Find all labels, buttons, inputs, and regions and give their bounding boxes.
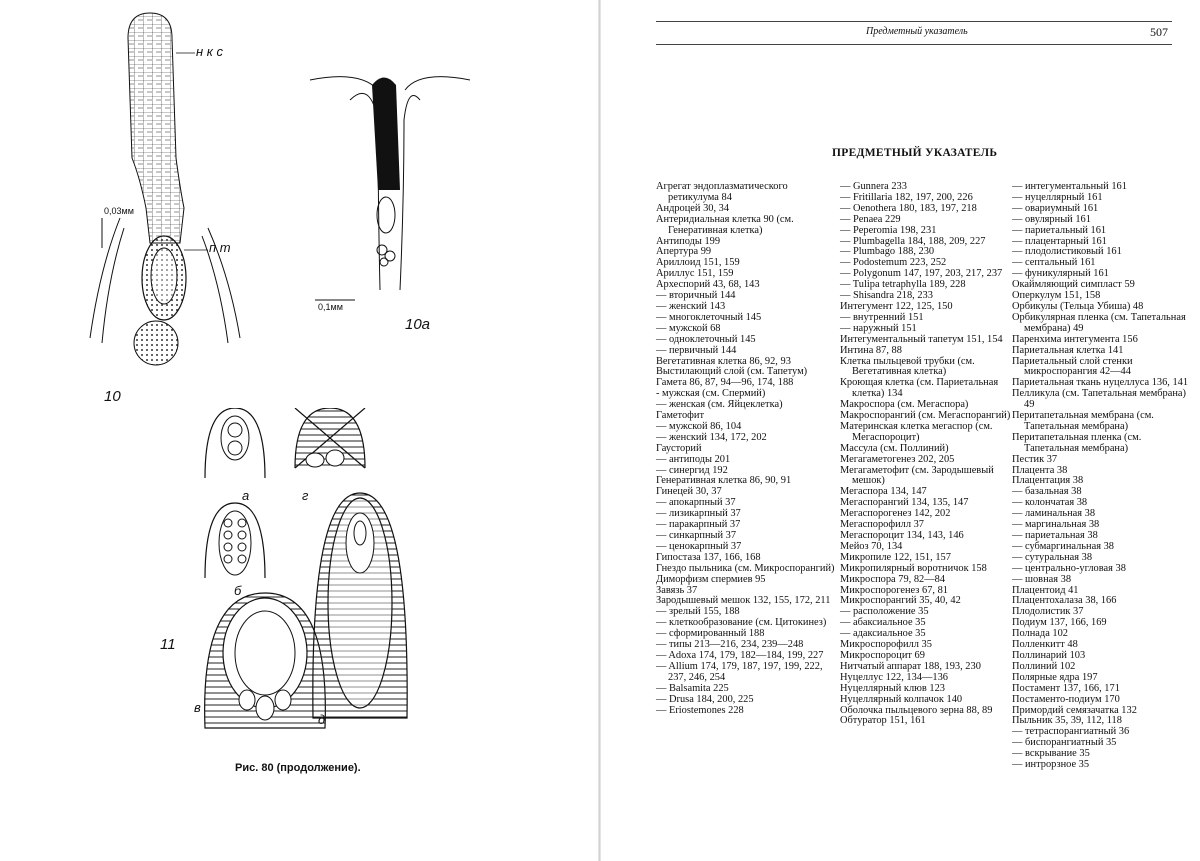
index-entry: — Drusa 184, 200, 225 [656,693,754,705]
index-entry: — зрелый 155, 188 [656,606,740,618]
index-entry: — Plumbagella 184, 188, 209, 227 [840,235,986,247]
index-entry: — субмаргинальная 38 [1012,540,1114,552]
index-entry: — базальная 38 [1012,486,1082,498]
index-entry: Примордий семязачатка 132 [1012,704,1137,716]
index-entry: Полярные ядра 197 [1012,671,1098,683]
index-entry: - мужская (см. Спермий) [656,388,766,400]
figure-number-11: 11 [160,636,176,653]
index-entry: Микропиле 122, 151, 157 [840,551,951,563]
index-entry: Мегаспорофилл 37 [840,519,924,531]
index-entry: Париетальная клетка 141 [1012,344,1124,356]
index-entry: — Penaea 229 [840,213,901,225]
label-pt: п т [209,240,231,255]
index-entry: — Peperomia 198, 231 [840,224,937,236]
index-entry: Гинецей 30, 37 [656,486,722,498]
index-entry: — адаксиальное 35 [840,628,926,640]
index-entry: — интрорзное 35 [1012,759,1090,771]
index-entry: — мужской 86, 104 [656,420,742,432]
figure-10a-drawing [300,60,480,310]
index-entry: Полнада 102 [1012,628,1069,640]
index-entry: Микроспора 79, 82—84 [840,573,946,585]
index-entry: Завязь 37 [656,584,698,596]
index-heading: ПРЕДМЕТНЫЙ УКАЗАТЕЛЬ [832,147,998,159]
index-entry: Археспорий 43, 68, 143 [656,279,760,291]
index-entry: — интегументальный 161 [1012,181,1127,192]
index-entry: Клетка пыльцевой трубки (см. Вегетативная клетка) [840,355,975,378]
index-entry: Диморфизм спермиев 95 [656,573,766,585]
scale-bar-10: 0,03мм [104,206,134,216]
index-entry: Микроспорогенез 67, 81 [840,584,948,596]
index-entry: — внутренний 151 [840,311,924,323]
index-entry: — тетраспорангиатный 36 [1012,726,1130,738]
index-entry: — лизикарпный 37 [656,508,741,520]
index-entry: Зародышевый мешок 132, 155, 172, 211 [656,595,831,607]
index-entry: Пестик 37 [1012,453,1058,465]
index-entry: — синергид 192 [656,464,728,476]
index-entry: Макроспора (см. Мегаспора) [840,399,969,411]
index-entry: — Fritillaria 182, 197, 200, 226 [840,191,973,203]
running-head-title: Предметный указатель [866,26,968,37]
index-entry: Плацентоид 41 [1012,584,1079,596]
sublabel-v: в [194,700,201,715]
index-entry: Перитапетальная мембрана (см. Тапетальная мембрана) [1012,410,1154,432]
index-entry: Мегагаметогенез 202, 205 [840,453,955,465]
figure-number-10a: 10а [405,316,431,333]
index-entry: — фуникулярный 161 [1012,268,1109,280]
index-entry: Окаймляющий симпласт 59 [1012,279,1135,291]
index-entry: Пелликула (см. Тапетальная мембрана) 49 [1012,388,1186,411]
index-entry: Перитапетальная пленка (см. Тапетальная мембрана) [1012,431,1142,454]
index-entry: — типы 213—216, 234, 239—248 [656,639,804,651]
index-entry: Микропилярный воротничок 158 [840,562,987,574]
index-entry: — септальный 161 [1012,257,1096,269]
index-entry: Нитчатый аппарат 188, 193, 230 [840,660,981,672]
index-entry: Кроющая клетка (см. Париетальная клетка) 134 [840,377,999,400]
index-entry: — плодолистиковый 161 [1012,246,1122,258]
index-entry: Антеридиальная клетка 90 (см. Генеративная клетка) [656,213,794,236]
index-entry: — абаксиальное 35 [840,617,926,629]
index-entry: Агрегат эндоплазматического ретикулума 84 [656,181,788,203]
index-entry: Мегаспора 134, 147 [840,486,927,498]
index-entry: — Shisandra 218, 233 [840,290,933,302]
page-number: 507 [1150,25,1168,39]
index-entry: Мейоз 70, 134 [840,540,903,552]
index-entry: Гаметофит [656,410,704,422]
index-entry: Паренхима интегумента 156 [1012,333,1138,345]
index-entry: Вегетативная клетка 86, 92, 93 [656,355,791,367]
index-entry: Гамета 86, 87, 94—96, 174, 188 [656,377,794,389]
index-entry: — овулярный 161 [1012,213,1091,225]
index-entry: — Oenothera 180, 183, 197, 218 [840,202,977,214]
index-entry: Выстилающий слой (см. Тапетум) [656,366,808,378]
index-entry: — центрально-угловая 38 [1012,562,1126,574]
index-entry: — шовная 38 [1012,573,1072,585]
index-entry: — мужской 68 [656,322,721,334]
index-column-3 [1012,182,1194,771]
index-entry: — расположение 35 [840,606,929,618]
index-entry: — паракарпный 37 [656,519,741,531]
index-entry: Микроспороцит 69 [840,649,925,661]
figure-11-drawing [195,408,435,738]
index-entry: Постамент 137, 166, 171 [1012,682,1120,694]
index-entry: Мегаспорангий 134, 135, 147 [840,497,969,509]
index-entry: — сутуральная 38 [1012,551,1093,563]
index-entry: Поллиний 102 [1012,660,1076,672]
index-entry: — апокарпный 37 [656,497,736,509]
index-entry: Обтуратор 151, 161 [840,715,926,727]
index-entry: — клеткообразование (см. Цитокинез) [656,617,827,629]
index-entry: Ариллус 151, 159 [656,268,734,280]
index-entry: Мегагаметофит (см. Зародышевый мешок) [840,464,994,487]
index-entry: Гипостаза 137, 166, 168 [656,551,761,563]
index-entry: — нуцеллярный 161 [1012,191,1103,203]
index-entry: Плодолистик 37 [1012,606,1084,618]
index-entry: Гнездо пыльника (см. Микроспорангий) [656,562,835,574]
index-entry: — Balsamita 225 [656,682,729,694]
index-entry: — Podostemum 223, 252 [840,257,947,269]
index-column-2 [840,182,1016,727]
right-page [600,0,1200,861]
index-entry: Микроспорофилл 35 [840,639,932,651]
index-entry: Нуцеллус 122, 134—136 [840,671,948,683]
index-entry: — вторичный 144 [656,290,736,302]
index-entry: Париетальный слой стенки микроспорангия 42—44 [1012,355,1133,378]
index-entry: Макроспорангий (см. Мегаспорангий) [840,410,1011,422]
scale-bar-10a: 0,1мм [318,302,343,312]
index-entry: Нуцеллярный клюв 123 [840,682,946,694]
index-entry: Подиум 137, 166, 169 [1012,617,1107,629]
index-entry: Плацента 38 [1012,464,1068,476]
index-entry: — женская (см. Яйцеклетка) [656,399,783,411]
index-entry: Париетальная ткань нуцеллуса 136, 141 [1012,377,1189,389]
label-nks: н к с [196,44,224,59]
index-entry: Нуцеллярный колпачок 140 [840,693,963,705]
index-entry: Интегумент 122, 125, 150 [840,300,953,312]
index-entry: — париетальный 161 [1012,224,1107,236]
index-entry: — женский 134, 172, 202 [656,431,767,443]
index-entry: — наружный 151 [840,322,917,334]
sublabel-a: а [242,488,250,503]
index-entry: — париетальная 38 [1012,530,1098,541]
index-entry: — Polygonum 147, 197, 203, 217, 237 [840,268,1003,280]
index-entry: Оболочка пыльцевого зерна 88, 89 [840,704,993,716]
index-column-1 [656,182,840,716]
index-entry: — ценокарпный 37 [656,540,742,552]
index-entry: Орбикулы (Тельца Убиша) 48 [1012,300,1144,312]
index-entry: — многоклеточный 145 [656,311,762,323]
index-entry: Генеративная клетка 86, 90, 91 [656,475,792,487]
index-entry: — Gunnera 233 [840,181,907,192]
index-entry: Апертура 99 [656,246,712,258]
index-entry: — вскрывание 35 [1012,748,1090,760]
index-entry: — Allium 174, 179, 187, 197, 199, 222, 237, 246, 254 [656,660,823,683]
index-entry: Мегаспороцит 134, 143, 146 [840,530,964,541]
index-entry: Массула (см. Поллиний) [840,442,949,454]
index-entry: Пыльник 35, 39, 112, 118 [1012,715,1122,727]
index-entry: — антиподы 201 [656,453,731,465]
index-entry: Ариллоид 151, 159 [656,257,740,269]
index-entry: — колончатая 38 [1012,497,1088,509]
figure-10-drawing [80,8,280,393]
index-entry: — плацентарный 161 [1012,235,1107,247]
index-entry: — сформированный 188 [656,628,765,640]
sublabel-b: б [234,583,242,598]
index-entry: — первичный 144 [656,344,737,356]
index-entry: — Eriostemones 228 [656,704,744,716]
index-entry: — овариумный 161 [1012,202,1099,214]
sublabel-g: г [302,488,309,503]
running-head [656,21,1172,45]
index-entry: Постаменто-подиум 170 [1012,693,1120,705]
figure-number-10: 10 [104,388,121,405]
index-entry: — Plumbago 188, 230 [840,246,935,258]
index-entry: Материнская клетка мегаспор (см. Мегаспороцит) [840,420,993,443]
figure-caption: Рис. 80 (продолжение). [235,762,361,774]
index-entry: Антиподы 199 [656,235,721,247]
index-entry: Гаусторий [656,442,702,454]
index-entry: — ламинальная 38 [1012,508,1096,520]
index-entry: — биспорангиатный 35 [1012,737,1117,749]
index-entry: Андроцей 30, 34 [656,202,730,214]
index-entry: Полленкитт 48 [1012,639,1078,651]
index-entry: Оперкулум 151, 158 [1012,290,1101,302]
index-entry: Интегументальный тапетум 151, 154 [840,333,1003,345]
index-entry: Поллинарий 103 [1012,649,1086,661]
index-entry: — Tulipa tetraphylla 189, 228 [840,279,966,291]
index-entry: — синкарпный 37 [656,530,737,541]
index-entry: Микроспорангий 35, 40, 42 [840,595,961,607]
index-entry: Интина 87, 88 [840,344,902,356]
sublabel-d: д [318,712,326,727]
index-entry: — Adoxa 174, 179, 182—184, 199, 227 [656,649,824,661]
index-entry: Плацентохалаза 38, 166 [1012,595,1117,607]
index-entry: — женский 143 [656,300,726,312]
index-entry: — одноклеточный 145 [656,333,756,345]
index-entry: Мегаспорогенез 142, 202 [840,508,951,520]
index-entry: Орбикулярная пленка (см. Тапетальная мембрана) 49 [1012,311,1186,334]
index-entry: Плацентация 38 [1012,475,1084,487]
index-entry: — маргинальная 38 [1012,519,1100,531]
